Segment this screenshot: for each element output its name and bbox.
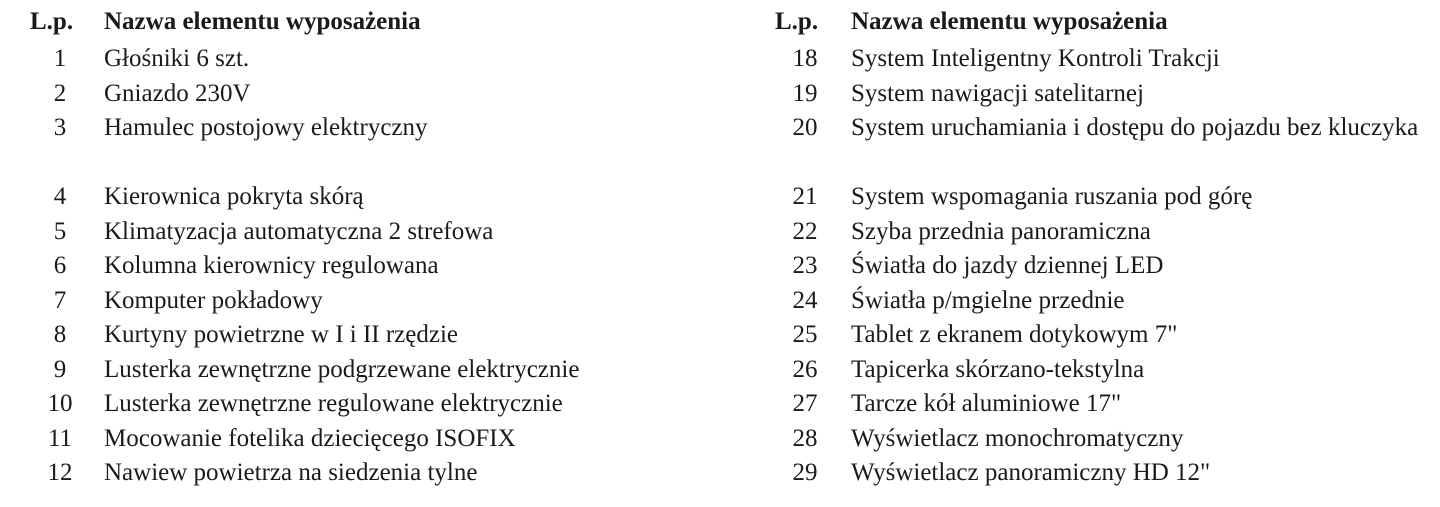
row-name: Wyświetlacz panoramiczny HD 12" [851,459,1211,486]
row-name: Głośniki 6 szt. [104,45,250,72]
row-number: 5 [53,217,67,245]
row-number: 4 [53,183,67,210]
header-number: L.p. [775,8,819,35]
row-number: 23 [792,252,818,279]
table-row [775,456,1435,491]
table-row [30,422,750,457]
row-number: 18 [792,45,818,72]
row-number: 28 [792,424,818,452]
table-row [775,111,1435,180]
table-row [30,456,750,491]
row-name: Nawiew powietrza na siedzenia tylne [104,459,478,486]
header-name: Nazwa elementu wyposażenia [851,8,1168,35]
table-row [30,77,750,112]
row-name: Gniazdo 230V [104,79,251,107]
row-name: Światła p/mgielne przednie [851,286,1125,314]
row-name: Komputer pokładowy [104,286,323,314]
row-number: 10 [47,390,73,417]
row-number: 9 [53,355,67,383]
table-row [775,284,1435,319]
header-number: L.p. [30,8,74,35]
row-number: 3 [53,114,67,141]
table-row [775,422,1435,457]
table-row [30,180,750,215]
table-row [775,353,1435,388]
row-name: Klimatyzacja automatyczna 2 strefowa [104,217,494,245]
row-name: Hamulec postojowy elektryczny [104,114,428,141]
table-row [775,215,1435,250]
row-number: 25 [792,321,818,348]
table-row [30,111,750,180]
row-name: Mocowanie fotelika dziecięcego ISOFIX [104,424,516,452]
header-name: Nazwa elementu wyposażenia [104,8,421,35]
table-header [775,2,1435,42]
table-row [775,249,1435,284]
row-name: Kolumna kierownicy regulowana [104,252,439,279]
table-row [775,42,1435,77]
row-name: Tablet z ekranem dotykowym 7" [851,321,1178,348]
equipment-table-left [30,2,750,491]
row-name: Kierownica pokryta skórą [104,183,364,210]
row-number: 8 [53,321,67,348]
row-name: Tapicerka skórzano-tekstylna [851,355,1145,383]
table-row [30,42,750,77]
row-number: 26 [792,355,818,383]
row-name: Kurtyny powietrzne w I i II rzędzie [104,321,459,348]
row-number: 1 [53,45,67,72]
row-number: 29 [792,459,818,486]
table-row [775,77,1435,112]
row-name: System nawigacji satelitarnej [851,79,1144,107]
table-row [775,387,1435,422]
table-row [30,284,750,319]
row-name: Tarcze kół aluminiowe 17" [851,390,1122,417]
table-row [775,318,1435,353]
table-row [30,387,750,422]
table-row [775,180,1435,215]
row-name: Szyba przednia panoramiczna [851,217,1151,245]
table-row [30,318,750,353]
row-number: 20 [792,114,818,141]
row-name: Lusterka zewnętrzne regulowane elektrycznie [104,390,563,417]
row-name: Światła do jazdy dziennej LED [851,252,1164,279]
row-number: 12 [47,459,73,486]
row-name: System uruchamiania i dostępu do pojazdu bez kluczyka [851,114,1419,141]
row-name: System wspomagania ruszania pod górę [851,183,1253,210]
row-number: 2 [53,79,67,107]
row-number: 11 [47,424,73,452]
row-name: System Inteligentny Kontroli Trakcji [851,45,1220,72]
table-row [30,249,750,284]
row-number: 24 [792,286,818,314]
row-name: Lusterka zewnętrzne podgrzewane elektrycznie [104,355,580,383]
row-number: 19 [792,79,818,107]
equipment-table-right [775,2,1435,491]
row-number: 7 [53,286,67,314]
table-row [30,353,750,388]
row-number: 6 [53,252,67,279]
table-row [30,215,750,250]
row-name: Wyświetlacz monochromatyczny [851,424,1184,452]
row-number: 27 [792,390,818,417]
row-number: 21 [792,183,818,210]
table-header [30,2,750,42]
row-number: 22 [792,217,818,245]
